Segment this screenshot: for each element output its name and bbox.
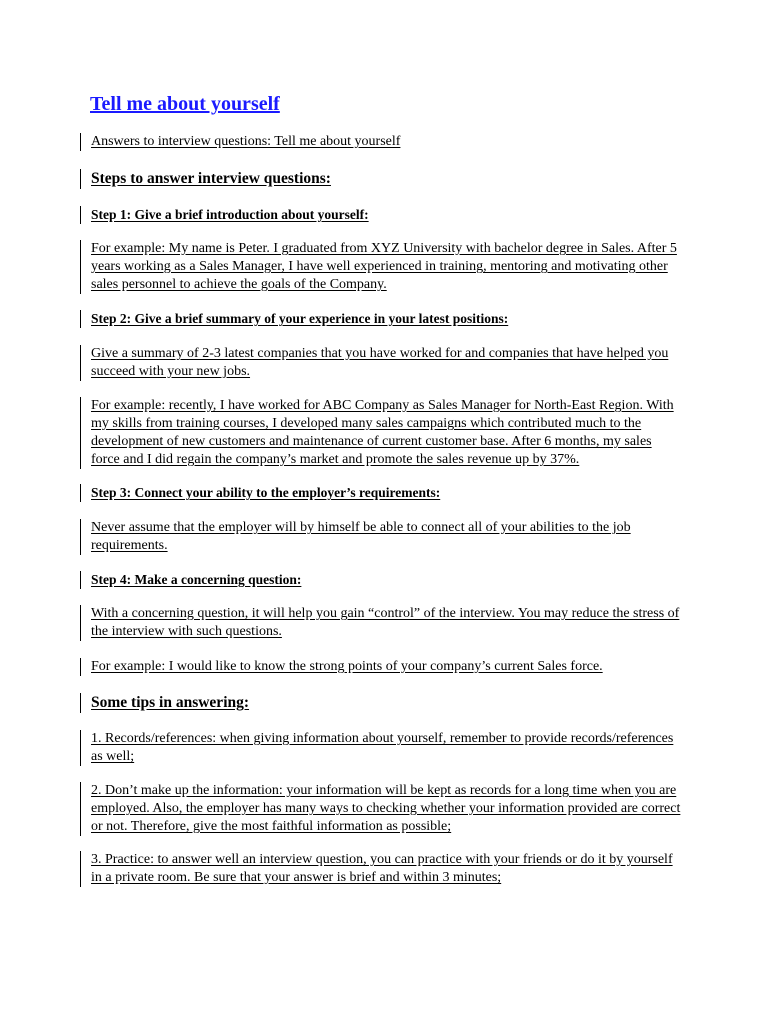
step2-example-block [80,397,681,469]
tips-heading-block [80,693,249,713]
step1-heading-block [80,206,369,224]
step4-example-block [80,658,603,676]
tip-item: 1. Records/references: when giving information about yourself, remember to provide records/references as well; [91,731,674,764]
step3-heading-block [80,484,440,502]
tip-1-block [80,730,681,766]
step3-text: Never assume that the employer will by himself be able to connect all of your abilities to the job requirements. [91,520,631,553]
step4-text: With a concerning question, it will help you gain “control” of the interview. You may reduce the stress of the interview with such questions. [91,606,680,639]
step2-text-block [80,345,681,381]
step1-text: For example: My name is Peter. I graduated from XYZ University with bachelor degree in Sales. After 5 years working as a Sales Manager, I have well experienced in training, mentoring and motivating other sales personnel to achieve the goals of the Company. [91,241,677,292]
subtitle-block [80,133,400,151]
step2-heading-block [80,310,508,328]
tip-item: 2. Don’t make up the information: your information will be kept as records for a long time when you are employed. Also, the employer has many ways to checking whether your information provided are correct or not. Therefore, give the most faithful information as possible; [91,783,681,834]
tips-heading: Some tips in answering: [91,694,250,711]
subtitle: Answers to interview questions: Tell me about yourself [91,134,401,149]
step4-example: For example: I would like to know the strong points of your company’s current Sales force. [91,659,603,674]
step1-text-block [80,240,681,294]
step2-example: For example: recently, I have worked for ABC Company as Sales Manager for North-East Region. With my skills from training courses, I developed many sales campaigns which contributed much to the development of new customers and maintenance of current customer base. After 6 months, my sales force and I did regain the company’s market and promote the sales revenue up by 37%. [91,398,674,467]
page-title[interactable]: Tell me about yourself [90,93,280,115]
step3-heading: Step 3: Connect your ability to the employer’s requirements: [91,485,441,500]
step2-heading: Step 2: Give a brief summary of your experience in your latest positions: [91,311,509,326]
step4-heading-block [80,571,301,589]
tip-3-block [80,851,681,887]
step2-text: Give a summary of 2-3 latest companies that you have worked for and companies that have helped you succeed with your new jobs. [91,346,669,379]
step3-text-block [80,519,681,555]
steps-heading: Steps to answer interview questions: [91,170,331,187]
steps-heading-block [80,169,331,189]
tip-2-block [80,782,681,836]
step4-text-block [80,605,681,641]
tip-item: 3. Practice: to answer well an interview question, you can practice with your friends or do it by yourself in a private room. Be sure that your answer is brief and within 3 minutes; [91,852,673,885]
step4-heading: Step 4: Make a concerning question: [91,572,302,587]
step1-heading: Step 1: Give a brief introduction about yourself: [91,207,369,222]
